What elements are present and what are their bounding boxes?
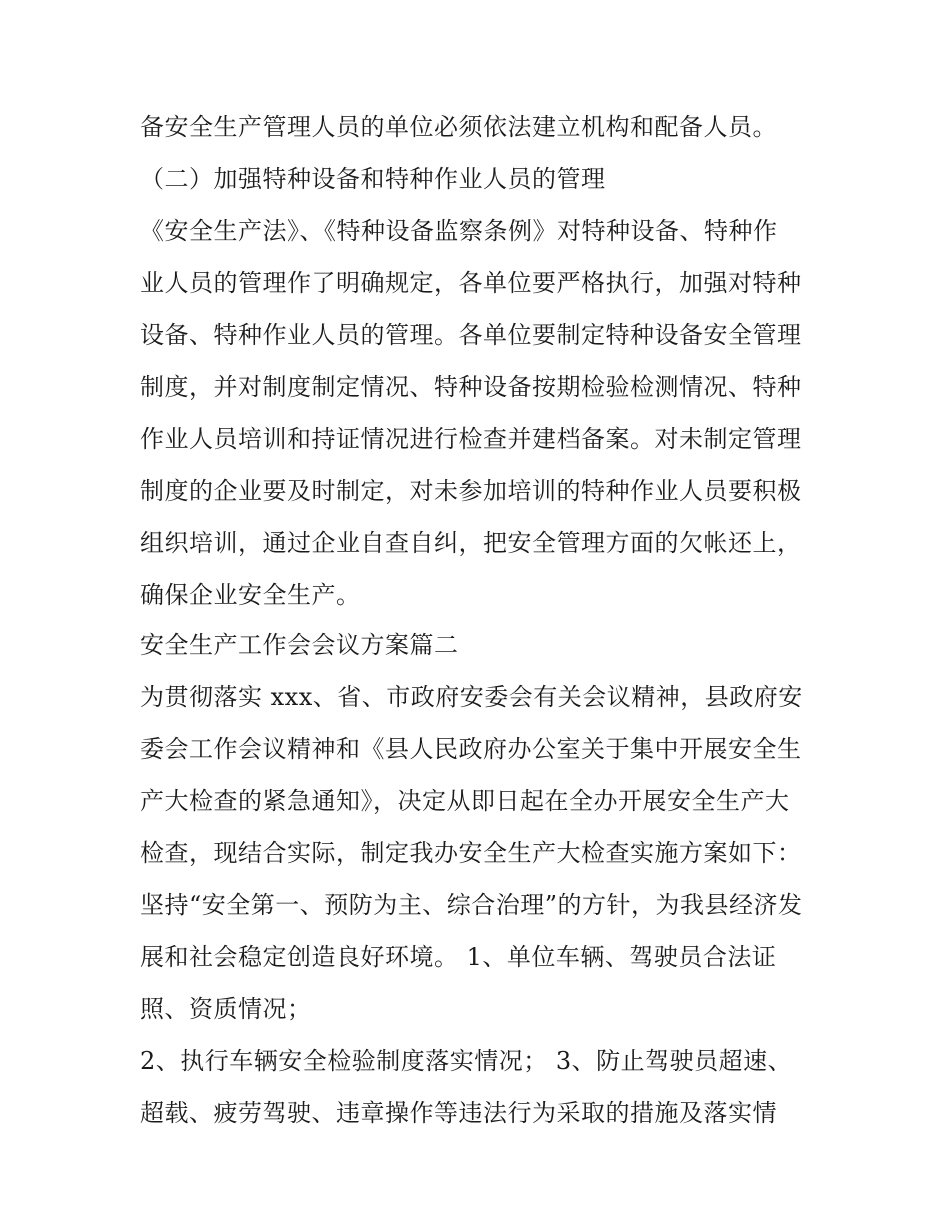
paragraph-line: 制度的企业要及时制定，对未参加培训的特种作业人员要积极	[140, 477, 802, 505]
paragraph-line: 业人员的管理作了明确规定，各单位要严格执行，加强对特种	[140, 269, 802, 297]
paragraph-line: 备安全生产管理人员的单位必须依法建立机构和配备人员。	[140, 113, 777, 141]
paragraph-line: 检查，现结合实际，制定我办安全生产大检查实施方案如下：	[140, 839, 802, 867]
paragraph-line: 展和社会稳定创造良好环境。 1、单位车辆、驾驶员合法证	[140, 943, 777, 971]
paragraph-line: 坚持“安全第一、预防为主、综合治理”的方针，为我县经济发	[140, 891, 803, 919]
paragraph-line: 制度，并对制度制定情况、特种设备按期检验检测情况、特种	[140, 373, 802, 401]
paragraph-line: 《安全生产法》、《特种设备监察条例》对特种设备、特种作	[140, 217, 778, 245]
paragraph-line: 照、资质情况；	[140, 995, 312, 1023]
paragraph-line: 委会工作会议精神和《县人民政府办公室关于集中开展安全生	[140, 735, 802, 763]
section-heading: （二）加强特种设备和特种作业人员的管理	[140, 165, 606, 193]
paragraph-line: 2、执行车辆安全检验制度落实情况； 3、防止驾驶员超速、	[140, 1047, 793, 1075]
paragraph-line: 作业人员培训和持证情况进行检查并建档备案。对未制定管理	[140, 425, 802, 453]
paragraph-line: 产大检查的紧急通知》，决定从即日起在全办开展安全生产大	[140, 787, 790, 815]
section-heading: 安全生产工作会会议方案篇二	[140, 631, 459, 659]
paragraph-line: 设备、特种作业人员的管理。各单位要制定特种设备安全管理	[140, 321, 802, 349]
paragraph-line: 组织培训，通过企业自查自纠，把安全管理方面的欠帐还上，	[140, 529, 802, 557]
paragraph-line: 超载、疲劳驾驶、违章操作等违法行为采取的措施及落实情	[140, 1099, 777, 1127]
paragraph-line: 为贯彻落实 xxx、省、市政府安委会有关会议精神，县政府安	[140, 683, 803, 711]
paragraph-line: 确保企业安全生产。	[140, 581, 361, 609]
